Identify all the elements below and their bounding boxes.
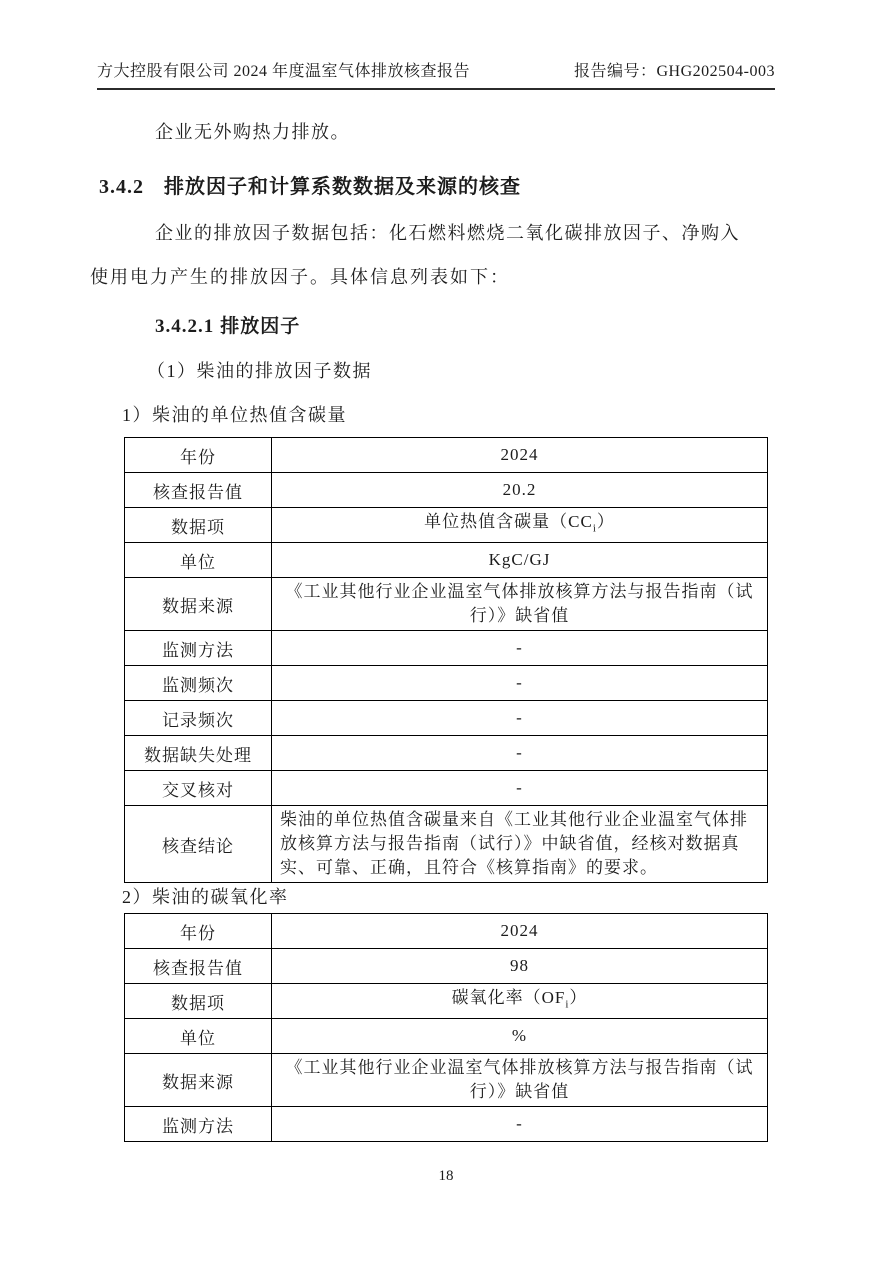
row-label: 核查报告值 — [125, 949, 272, 984]
table-row — [125, 1107, 768, 1142]
table-row — [125, 666, 768, 701]
section-title: 排放因子和计算系数数据及来源的核查 — [164, 176, 521, 198]
data-item-text: 碳氧化率（OF — [451, 988, 566, 1007]
row-value: 《工业其他行业企业温室气体排放核算方法与报告指南（试行）》缺省值 — [272, 1054, 768, 1107]
page-header — [97, 58, 775, 90]
row-label: 核查报告值 — [125, 473, 272, 508]
row-value: - — [272, 736, 768, 771]
paragraph-intro-line2: 使用电力产生的排放因子。具体信息列表如下： — [90, 267, 510, 287]
table-row — [125, 508, 768, 543]
data-item-text: ） — [569, 988, 588, 1007]
header-title: 方大控股有限公司 2024 年度温室气体排放核查报告 — [97, 63, 471, 80]
diesel-oxidation-rate-table — [124, 913, 768, 1142]
table-row — [125, 771, 768, 806]
row-label: 数据项 — [125, 508, 272, 543]
row-value: 柴油的单位热值含碳量来自《工业其他行业企业温室气体排放核算方法与报告指南（试行）》中缺省值，经核对数据真实、可靠、正确，且符合《核算指南》的要求。 — [272, 806, 768, 883]
paragraph-intro-line1: 企业的排放因子数据包括：化石燃料燃烧二氧化碳排放因子、净购入 — [155, 223, 740, 243]
sub-item-1: 1）柴油的单位热值含碳量 — [122, 405, 347, 425]
row-value: - — [272, 666, 768, 701]
row-value: % — [272, 1019, 768, 1054]
sub-item-2: 2）柴油的碳氧化率 — [122, 887, 289, 907]
table-row — [125, 473, 768, 508]
row-label: 数据缺失处理 — [125, 736, 272, 771]
row-value: 2024 — [272, 914, 768, 949]
diesel-carbon-content-table — [124, 437, 768, 883]
table-row — [125, 914, 768, 949]
row-value — [272, 984, 768, 1019]
row-label: 数据来源 — [125, 578, 272, 631]
row-label: 单位 — [125, 543, 272, 578]
row-value: - — [272, 1107, 768, 1142]
subsection-title: 排放因子 — [220, 316, 301, 337]
row-label: 数据来源 — [125, 1054, 272, 1107]
row-value — [272, 508, 768, 543]
row-label: 年份 — [125, 438, 272, 473]
table-row — [125, 1019, 768, 1054]
row-label: 监测方法 — [125, 1107, 272, 1142]
table-row — [125, 701, 768, 736]
table-row — [125, 543, 768, 578]
row-label: 年份 — [125, 914, 272, 949]
table-row — [125, 438, 768, 473]
row-label: 记录频次 — [125, 701, 272, 736]
subsection-number: 3.4.2.1 — [155, 316, 215, 337]
row-label: 核查结论 — [125, 806, 272, 883]
subscript: i — [592, 522, 597, 535]
table-row — [125, 736, 768, 771]
page-number: 18 — [438, 1168, 454, 1184]
subsection-heading — [155, 311, 300, 338]
table-row — [125, 1054, 768, 1107]
table-row — [125, 984, 768, 1019]
table-row — [125, 578, 768, 631]
row-value: KgC/GJ — [272, 543, 768, 578]
row-label: 监测频次 — [125, 666, 272, 701]
row-value: - — [272, 771, 768, 806]
row-value: 2024 — [272, 438, 768, 473]
list-item-1: （1）柴油的排放因子数据 — [147, 361, 372, 381]
data-item-text: 单位热值含碳量（CC — [424, 512, 593, 531]
data-item-text: ） — [596, 512, 615, 531]
section-number: 3.4.2 — [99, 176, 144, 198]
section-heading — [99, 170, 521, 199]
row-label: 监测方法 — [125, 631, 272, 666]
row-label: 交叉核对 — [125, 771, 272, 806]
row-label: 数据项 — [125, 984, 272, 1019]
row-value: - — [272, 631, 768, 666]
paragraph-no-heat: 企业无外购热力排放。 — [155, 122, 350, 142]
report-number: 报告编号：GHG202504-003 — [574, 63, 775, 80]
table-row — [125, 949, 768, 984]
row-value: - — [272, 701, 768, 736]
subscript: i — [565, 998, 570, 1011]
row-value: 98 — [272, 949, 768, 984]
table-row — [125, 806, 768, 883]
table-row — [125, 631, 768, 666]
row-value: 《工业其他行业企业温室气体排放核算方法与报告指南（试行）》缺省值 — [272, 578, 768, 631]
row-value: 20.2 — [272, 473, 768, 508]
row-label: 单位 — [125, 1019, 272, 1054]
